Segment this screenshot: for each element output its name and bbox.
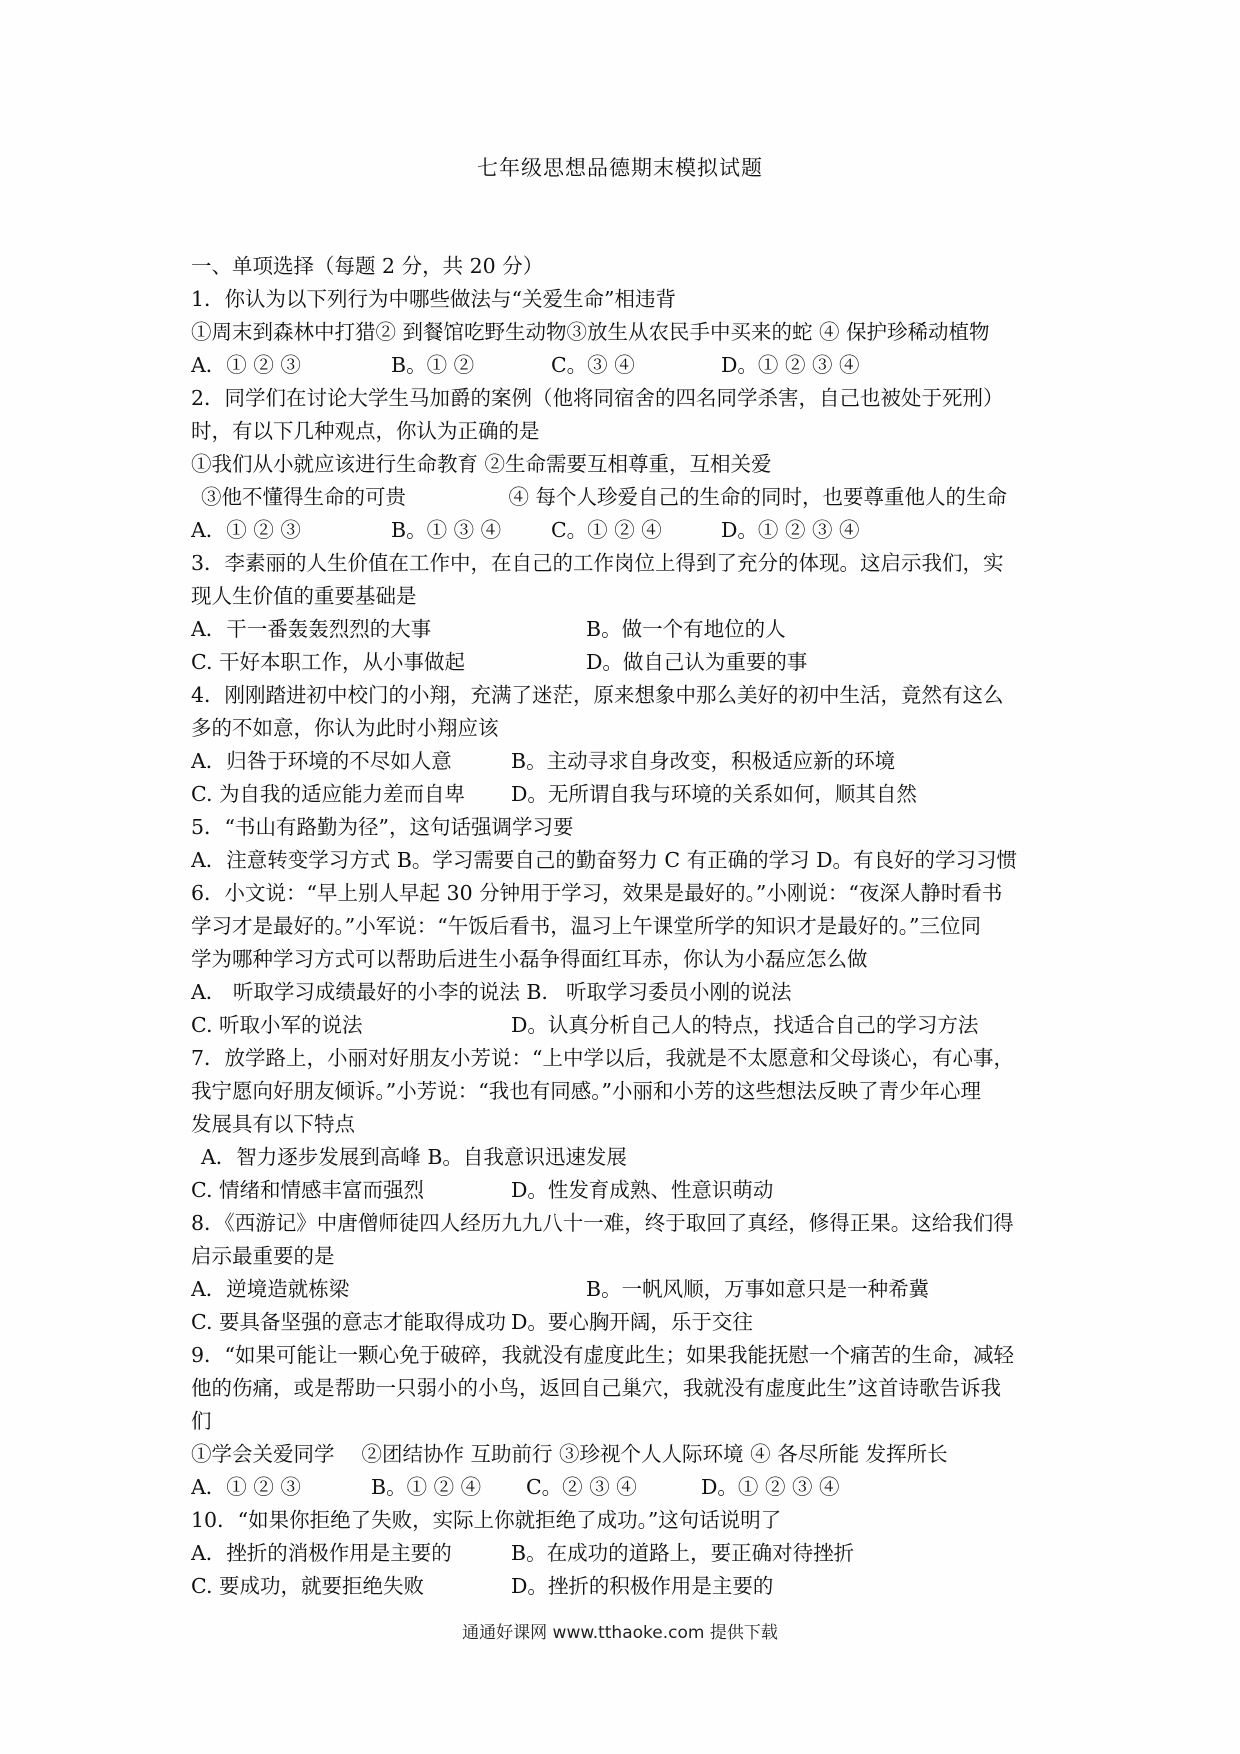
option-c: C. 听取小军的说法 xyxy=(191,1013,363,1037)
option-c: C。② ③ ④ xyxy=(526,1475,637,1499)
option-c: C. 要具备坚强的意志才能取得成功 xyxy=(191,1310,506,1334)
question-3-text-line-2: 现人生价值的重要基础是 xyxy=(191,584,417,608)
question-2-text-line-2: 时，有以下几种观点，你认为正确的是 xyxy=(191,419,540,443)
section-heading: 一、单项选择（每题 2 分，共 20 分） xyxy=(191,254,544,278)
question-1-statements: ①周末到森林中打猎② 到餐馆吃野生动物③放生从农民手中买来的蛇 ④ 保护珍稀动植物 xyxy=(191,320,990,344)
question-8-text-line-2: 启示最重要的是 xyxy=(191,1244,335,1268)
question-3-options-row-2 xyxy=(191,646,1061,679)
question-3-options-row-1 xyxy=(191,613,1061,646)
option-a: A．① ② ③ xyxy=(191,518,301,542)
question-1-options xyxy=(191,349,1061,382)
question-9-statements: ①学会关爱同学 ②团结协作 互助前行 ③珍视个人人际环境 ④ 各尽所能 发挥所长 xyxy=(191,1442,948,1466)
option-a: A．① ② ③ xyxy=(191,1475,301,1499)
option-b: B。① ③ ④ xyxy=(391,518,502,542)
question-2-statements-line-1: ①我们从小就应该进行生命教育 ②生命需要互相尊重，互相关爱 xyxy=(191,452,772,476)
question-1-text: 1．你认为以下列行为中哪些做法与“关爱生命”相违背 xyxy=(191,287,677,311)
option-b: B。① ② ④ xyxy=(371,1475,482,1499)
option-c: C. 要成功，就要拒绝失败 xyxy=(191,1574,424,1598)
question-9-options xyxy=(191,1471,1061,1504)
question-5-options: A．注意转变学习方式 B。学习需要自己的勤奋努力 C 有正确的学习 D。有良好的学习习惯 xyxy=(191,848,1018,872)
question-7-options-row-1: A．智力逐步发展到高峰 B。自我意识迅速发展 xyxy=(201,1145,627,1169)
question-10-options-row-2 xyxy=(191,1570,1061,1603)
question-8-options-row-2 xyxy=(191,1306,1061,1339)
question-8-text-line-1: 8．《西游记》中唐僧师徒四人经历九九八十一难，终于取回了真经，修得正果。这给我们得 xyxy=(191,1211,1014,1235)
option-a: A． 听取学习成绩最好的小李的说法 B. xyxy=(191,980,548,1004)
option-b: B。在成功的道路上，要正确对待挫折 xyxy=(511,1541,855,1565)
page-footer: 通通好课网 www.tthaoke.com 提供下载 xyxy=(462,1623,778,1643)
question-2-options xyxy=(191,514,1061,547)
question-6-text-line-2: 学习才是最好的。”小军说：“午饭后看书，温习上午课堂所学的知识才是最好的。”三位同 xyxy=(191,914,981,938)
question-4-options-row-2 xyxy=(191,778,1061,811)
question-9-text-line-2: 他的伤痛，或是帮助一只弱小的小鸟，返回自己巢穴，我就没有虚度此生”这首诗歌告诉我 xyxy=(191,1376,1001,1400)
option-c: C. 情绪和情感丰富而强烈 xyxy=(191,1178,424,1202)
question-6-options-row-1 xyxy=(191,976,1061,1009)
option-c: C. 为自我的适应能力差而自卑 xyxy=(191,782,465,806)
option-b: B。做一个有地位的人 xyxy=(586,617,786,641)
question-list xyxy=(191,250,1061,1603)
question-9-text-line-1: 9．“如果可能让一颗心免于破碎，我就没有虚度此生；如果我能抚慰一个痛苦的生命，减轻 xyxy=(191,1343,1015,1367)
option-d: D。① ② ③ ④ xyxy=(721,353,860,377)
question-6-text-line-1: 6．小文说：“早上别人早起 30 分钟用于学习，效果是最好的。”小刚说：“夜深人静时看书 xyxy=(191,881,1003,905)
option-c: C。① ② ④ xyxy=(551,518,662,542)
question-5-text: 5．“书山有路勤为径”，这句话强调学习要 xyxy=(191,815,574,839)
option-d: D。① ② ③ ④ xyxy=(701,1475,840,1499)
option-b: B。① ② xyxy=(391,353,475,377)
option-a: A．归咎于环境的不尽如人意 xyxy=(191,749,452,773)
question-10-text: 10．“如果你拒绝了失败，实际上你就拒绝了成功。”这句话说明了 xyxy=(191,1508,782,1532)
option-d: D。要心胸开阔，乐于交往 xyxy=(511,1310,753,1334)
question-7-text-line-1: 7．放学路上，小丽对好朋友小芳说：“上中学以后，我就是不太愿意和父母谈心，有心事， xyxy=(191,1046,1015,1070)
option-d: D。挫折的积极作用是主要的 xyxy=(511,1574,774,1598)
question-4-text-line-1: 4．刚刚踏进初中校门的小翔，充满了迷茫，原来想象中那么美好的初中生活，竟然有这么 xyxy=(191,683,1004,707)
option-a: A．逆境造就栋梁 xyxy=(191,1277,350,1301)
question-10-options-row-1 xyxy=(191,1537,1061,1570)
question-6-options-row-2 xyxy=(191,1009,1061,1042)
option-b: 听取学习委员小刚的说法 xyxy=(566,980,792,1004)
question-2-text-line-1: 2．同学们在讨论大学生马加爵的案例（他将同宿舍的四名同学杀害，自己也被处于死刑） xyxy=(191,386,1004,410)
option-d: D。① ② ③ ④ xyxy=(721,518,860,542)
option-a: A．挫折的消极作用是主要的 xyxy=(191,1541,452,1565)
option-b: B。主动寻求自身改变，积极适应新的环境 xyxy=(511,749,896,773)
question-4-options-row-1 xyxy=(191,745,1061,778)
option-d: D。做自己认为重要的事 xyxy=(586,650,808,674)
option-c: C. 干好本职工作，从小事做起 xyxy=(191,650,465,674)
option-b: B。一帆风顺，万事如意只是一种希冀 xyxy=(586,1277,930,1301)
option-a: A．干一番轰轰烈烈的大事 xyxy=(191,617,432,641)
question-7-options-row-2 xyxy=(191,1174,1061,1207)
page-title: 七年级思想品德期末模拟试题 xyxy=(477,156,763,180)
question-7-text-line-3: 发展具有以下特点 xyxy=(191,1112,355,1136)
question-9-text-line-3: 们 xyxy=(191,1409,212,1433)
question-3-text-line-1: 3．李素丽的人生价值在工作中，在自己的工作岗位上得到了充分的体现。这启示我们，实 xyxy=(191,551,1004,575)
question-7-text-line-2: 我宁愿向好朋友倾诉。”小芳说：“我也有同感。”小丽和小芳的这些想法反映了青少年心理 xyxy=(191,1079,981,1103)
option-c: C。③ ④ xyxy=(551,353,635,377)
question-6-text-line-3: 学为哪种学习方式可以帮助后进生小磊争得面红耳赤，你认为小磊应怎么做 xyxy=(191,947,868,971)
question-8-options-row-1 xyxy=(191,1273,1061,1306)
question-2-statements-line-2: ③他不懂得生命的可贵 ④ 每个人珍爱自己的生命的同时，也要尊重他人的生命 xyxy=(201,485,1008,509)
option-d: D。性发育成熟、性意识萌动 xyxy=(511,1178,774,1202)
option-d: D。无所谓自我与环境的关系如何，顺其自然 xyxy=(511,782,917,806)
option-a: A．① ② ③ xyxy=(191,353,301,377)
question-4-text-line-2: 多的不如意，你认为此时小翔应该 xyxy=(191,716,499,740)
option-d: D。认真分析自己人的特点，找适合自己的学习方法 xyxy=(511,1013,979,1037)
